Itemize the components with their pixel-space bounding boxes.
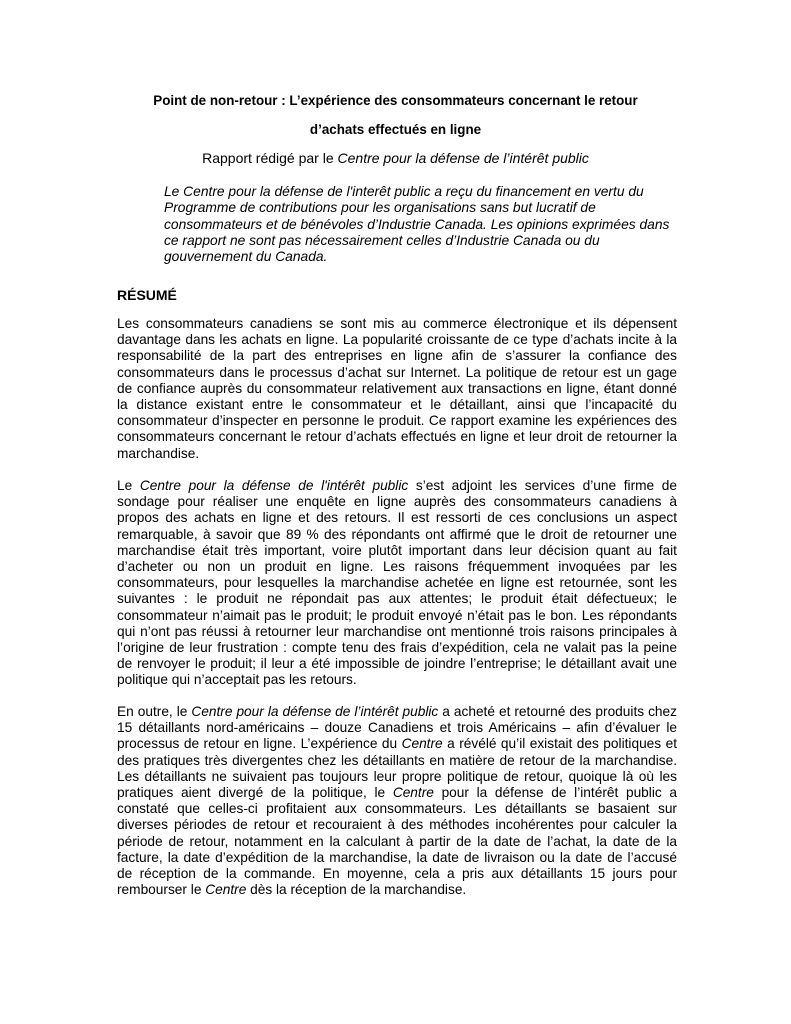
paragraph-3-part-d: dès la réception de la marchandise. [246,882,467,898]
byline-author: Centre pour la défense de l’intérêt public [337,150,589,166]
paragraph-3-part-b: a révélé qu’il existait des politiques et des pratiques très divergentes chez les détaillants en matière de retour de la marchandise. Les détaillants ne suivaient pas toujours leur propre politique de retour, quoique là où les pratiques aient divergé de la politique, le [117,736,678,801]
paragraph-3-org: Centre pour la défense de l’intérêt public [191,704,439,719]
document-title-line-1: Point de non-retour : L’expérience des consommateurs concernant le retour [153,93,638,108]
paragraph-3-centre-3: Centre [205,882,247,898]
paragraph-3-centre-2: Centre [392,785,434,801]
paragraph-2-prefix: Le [117,478,140,493]
paragraph-2-rest: s’est adjoint les services d’une firme de sondage pour réaliser une enquête en ligne auprès des consommateurs canadiens à propos des achats en ligne et des retours. Il est ressorti de ces conclusions un aspect remarquable, à savoir que 89 % des répondants ont affirmé que le droit de retourner une marchandise était très important, voire plutôt important dans leur décision quant au fait d’acheter ou non un produit en ligne. Les raisons fréquemment invoquées par les consommateurs, pour lesquelles la marchandise achetée en ligne est retournée, sont les suivantes : le produit ne répondait pas aux attentes; le produit était défectueux; le consommateur n’aimait pas le produit; le produit envoyé n’était pas le bon. Les répondants qui n’ont pas réussi à retourner leur marchandise ont mentionné trois raisons principales à l’origine de leur frustration : compte tenu des frais d’expédition, cela ne valait pas la peine de renvoyer le produit; il leur a été impossible de joindre l’entreprise; le détaillant avait une politique qui n’acceptait pas les retours. [117,478,678,688]
paragraph-2-org: Centre pour la défense de l'intérêt public [139,478,409,493]
paragraph-1: Les consommateurs canadiens se sont mis au commerce électronique et ils dépensent davantage dans les achats en ligne. La popularité croissante de ce type d’achats incite à la responsabilité de la part des entreprises en ligne afin de s’assurer la confiance des consommateurs dans le processus d’achat sur Internet. La politique de retour est un gage de confiance auprès du consommateur relativement aux transactions en ligne, étant donné la distance existant entre le consommateur et le détaillant, ainsi que l’incapacité du consommateur d’inspecter en personne le produit. Ce rapport examine les expériences des consommateurs concernant le retour d’achats effectués en ligne et leur droit de retourner la marchandise. [117,316,677,461]
paragraph-3-prefix: En outre, le [117,704,192,719]
byline-prefix: Rapport rédigé par le [202,150,338,166]
section-heading-resume: RÉSUMÉ [117,287,177,303]
paragraph-3-part-a: a acheté et retourné des produits chez 15 détaillants nord-américains – douze Canadiens et trois Américains – afin d’évaluer le processus de retour en ligne. L’expérience du [117,704,677,752]
paragraph-3-part-c: pour la défense de l’intérêt public a constaté que celles-ci profitaient aux consommateurs. Les détaillants se basaient sur diverses périodes de retour et recouraient à des méthodes incohérentes pour calculer la période de retour, notamment en la calculant à partir de la date de l’achat, la date de la facture, la date d’expédition de la marchandise, la date de livraison ou la date de l’accusé de réception de la commande. En moyenne, cela a pris aux détaillants 15 jours pour rembourser le [117,785,677,898]
paragraph-2 [117,478,677,689]
paragraph-3 [117,704,677,898]
funding-note: Le Centre pour la défense de l'interêt public a reçu du financement en vertu du Programme de contributions pour les organisations sans but lucratif de consommateurs et de bénévoles d’Industrie Canada. Les opinions exprimées dans ce rapport ne sont pas nécessairement celles d’Industrie Canada ou du gouvernement du Canada. [164,184,670,265]
report-byline [100,150,691,167]
paragraph-3-centre-1: Centre [401,736,443,752]
document-title-line-2: d’achats effectués en ligne [309,122,482,137]
